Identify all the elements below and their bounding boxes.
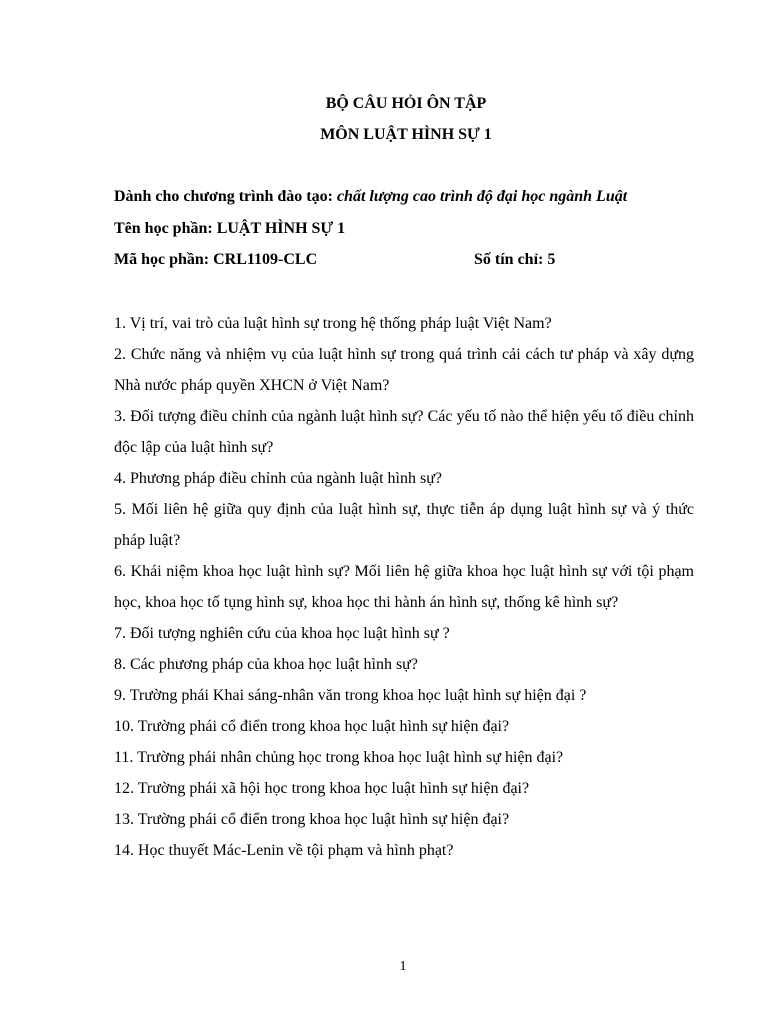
- question-list: [114, 308, 694, 866]
- question-item: 10. Trường phái cổ điển trong khoa học luật hình sự hiện đại?: [114, 718, 510, 735]
- question-item: 5. Mối liên hệ giữa quy định của luật hình sự, thực tiễn áp dụng luật hình sự và ý thức pháp luật?: [114, 501, 694, 549]
- program-label: Dành cho chương trình đào tạo:: [114, 188, 337, 205]
- page-number: 1: [399, 959, 407, 974]
- course-code: Mã học phần: CRL1109-CLC: [114, 251, 318, 268]
- question-item: 4. Phương pháp điều chỉnh của ngành luật hình sự?: [114, 470, 442, 487]
- question-item: 9. Trường phái Khai sáng-nhân văn trong khoa học luật hình sự hiện đại ?: [114, 687, 587, 704]
- question-item: 2. Chức năng và nhiệm vụ của luật hình sự trong quá trình cải cách tư pháp và xây dựng Nhà nước pháp quyền XHCN ở Việt Nam?: [114, 346, 694, 394]
- question-item: 7. Đối tượng nghiên cứu của khoa học luật hình sự ?: [114, 625, 450, 642]
- program-line: [114, 187, 627, 207]
- question-item: 3. Đối tượng điều chỉnh của ngành luật hình sự? Các yếu tố nào thể hiện yếu tố điều chỉnh độc lập của luật hình sự?: [114, 408, 694, 456]
- credits: Số tín chỉ: 5: [474, 251, 556, 268]
- program-value: chất lượng cao trình độ đại học ngành Luật: [336, 188, 628, 205]
- question-item: 13. Trường phái cổ điển trong khoa học luật hình sự hiện đại?: [114, 811, 510, 828]
- question-item: 12. Trường phái xã hội học trong khoa học luật hình sự hiện đại?: [114, 780, 530, 797]
- question-item: 11. Trường phái nhân chủng học trong khoa học luật hình sự hiện đại?: [114, 749, 564, 766]
- course-name: Tên học phần: LUẬT HÌNH SỰ 1: [114, 220, 346, 237]
- question-item: 14. Học thuyết Mác-Lenin về tội phạm và hình phạt?: [114, 842, 454, 859]
- question-item: 1. Vị trí, vai trò của luật hình sự trong hệ thống pháp luật Việt Nam?: [114, 315, 552, 332]
- document-title: BỘ CÂU HỎI ÔN TẬP: [325, 95, 487, 112]
- document-subtitle: MÔN LUẬT HÌNH SỰ 1: [320, 126, 492, 143]
- question-item: 6. Khái niệm khoa học luật hình sự? Mối liên hệ giữa khoa học luật hình sự với tội phạm học, khoa học tố tụng hình sự, khoa học thi hành án hình sự, thống kê hình sự?: [114, 563, 694, 611]
- question-item: 8. Các phương pháp của khoa học luật hình sự?: [114, 656, 418, 673]
